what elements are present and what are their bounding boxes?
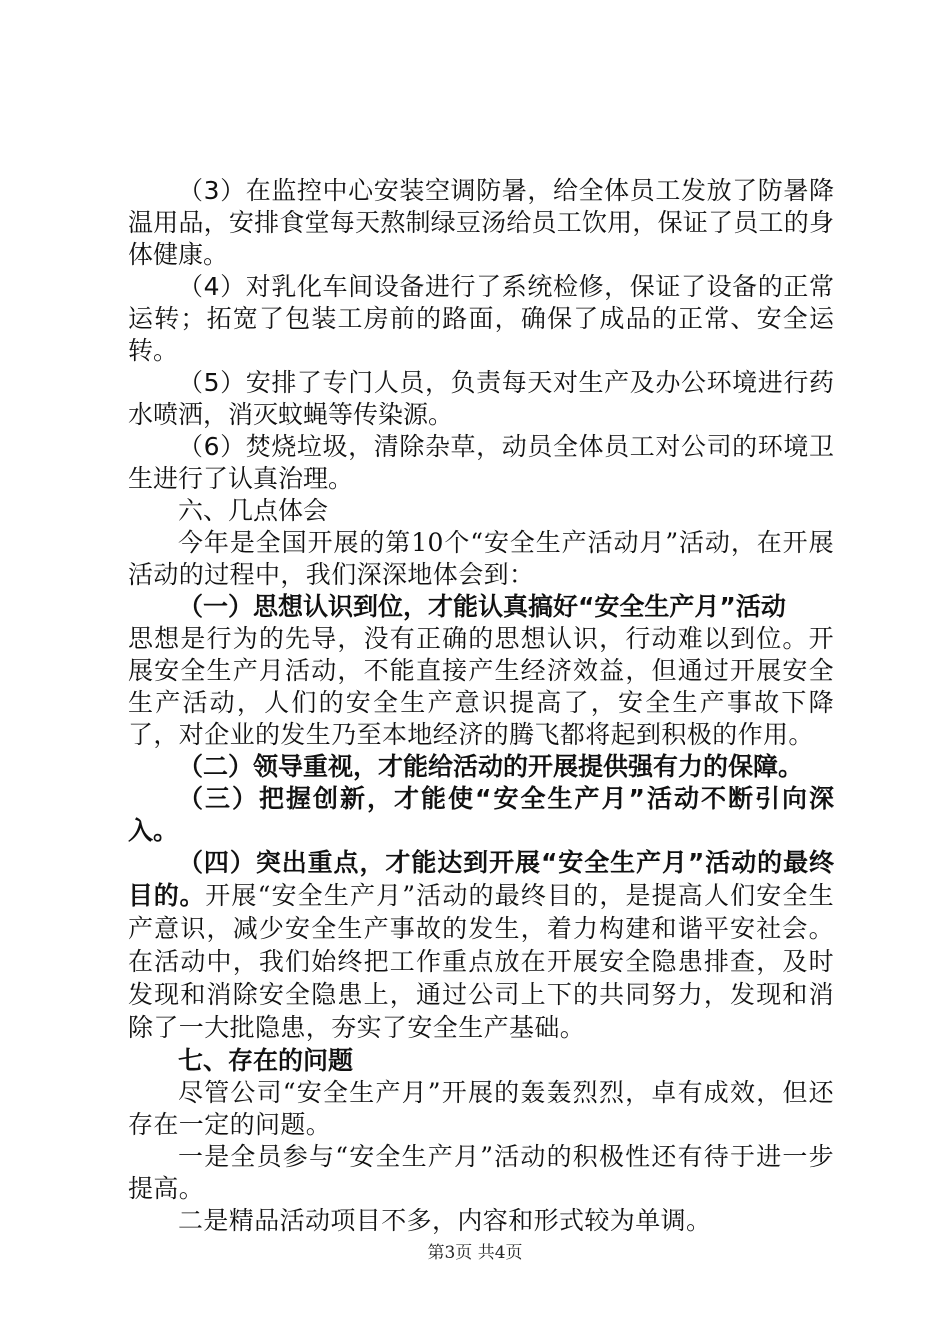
- experience-point-2: （二）领导重视，才能给活动的开展提供强有力的保障。: [178, 752, 804, 781]
- section-heading-6: 六、几点体会: [178, 496, 329, 525]
- page-footer: 第3页 共4页: [427, 1243, 523, 1263]
- experience-point-4-heading: （四）突出重点，才能达到开展“安全生产月”活动的最终目的。: [128, 848, 834, 910]
- paragraph-item-5: （5）安排了专门人员，负责每天对生产及办公环境进行药水喷洒，消灭蚊蝇等传染源。: [128, 368, 834, 429]
- problem-item-2: 二是精品活动项目不多，内容和形式较为单调。: [178, 1206, 712, 1235]
- experience-point-4-body: 开展“安全生产月”活动的最终目的，是提高人们安全生产意识，减少安全生产事故的发生，着力构建和谐平安社会。在活动中，我们始终把工作重点放在开展安全隐患排查，及时发现和消除安全隐患上，通过公司上下的共同努力，发现和消除了一大批隐患，夯实了安全生产基础。: [128, 881, 834, 1042]
- paragraph-item-6: （6）焚烧垃圾，清除杂草，动员全体员工对公司的环境卫生进行了认真治理。: [128, 432, 834, 493]
- section-7-intro: 尽管公司“安全生产月”开展的轰轰烈烈，卓有成效，但还存在一定的问题。: [128, 1078, 834, 1139]
- experience-point-4: [128, 847, 834, 1045]
- section-6-intro: 今年是全国开展的第10个“安全生产活动月”活动，在开展活动的过程中，我们深深地体会到：: [128, 528, 834, 589]
- experience-point-1-heading: （一）思想认识到位，才能认真搞好“安全生产月”活动: [178, 592, 786, 621]
- paragraph-item-3: （3）在监控中心安装空调防暑，给全体员工发放了防暑降温用品，安排食堂每天熬制绿豆汤给员工饮用，保证了员工的身体健康。: [128, 176, 834, 269]
- experience-point-3: （三）把握创新，才能使“安全生产月”活动不断引向深入。: [128, 784, 834, 845]
- problem-item-1: 一是全员参与“安全生产月”活动的积极性还有待于进一步提高。: [128, 1142, 834, 1203]
- document-body: [128, 175, 834, 1237]
- section-heading-7: 七、存在的问题: [178, 1046, 354, 1075]
- experience-point-1-body: 思想是行为的先导，没有正确的思想认识，行动难以到位。开展安全生产月活动，不能直接产生经济效益，但通过开展安全生产活动，人们的安全生产意识提高了，安全生产事故下降了，对企业的发生乃至本地经济的腾飞都将起到积极的作用。: [128, 624, 834, 749]
- paragraph-item-4: （4）对乳化车间设备进行了系统检修，保证了设备的正常运转；拓宽了包装工房前的路面，确保了成品的正常、安全运转。: [128, 272, 834, 365]
